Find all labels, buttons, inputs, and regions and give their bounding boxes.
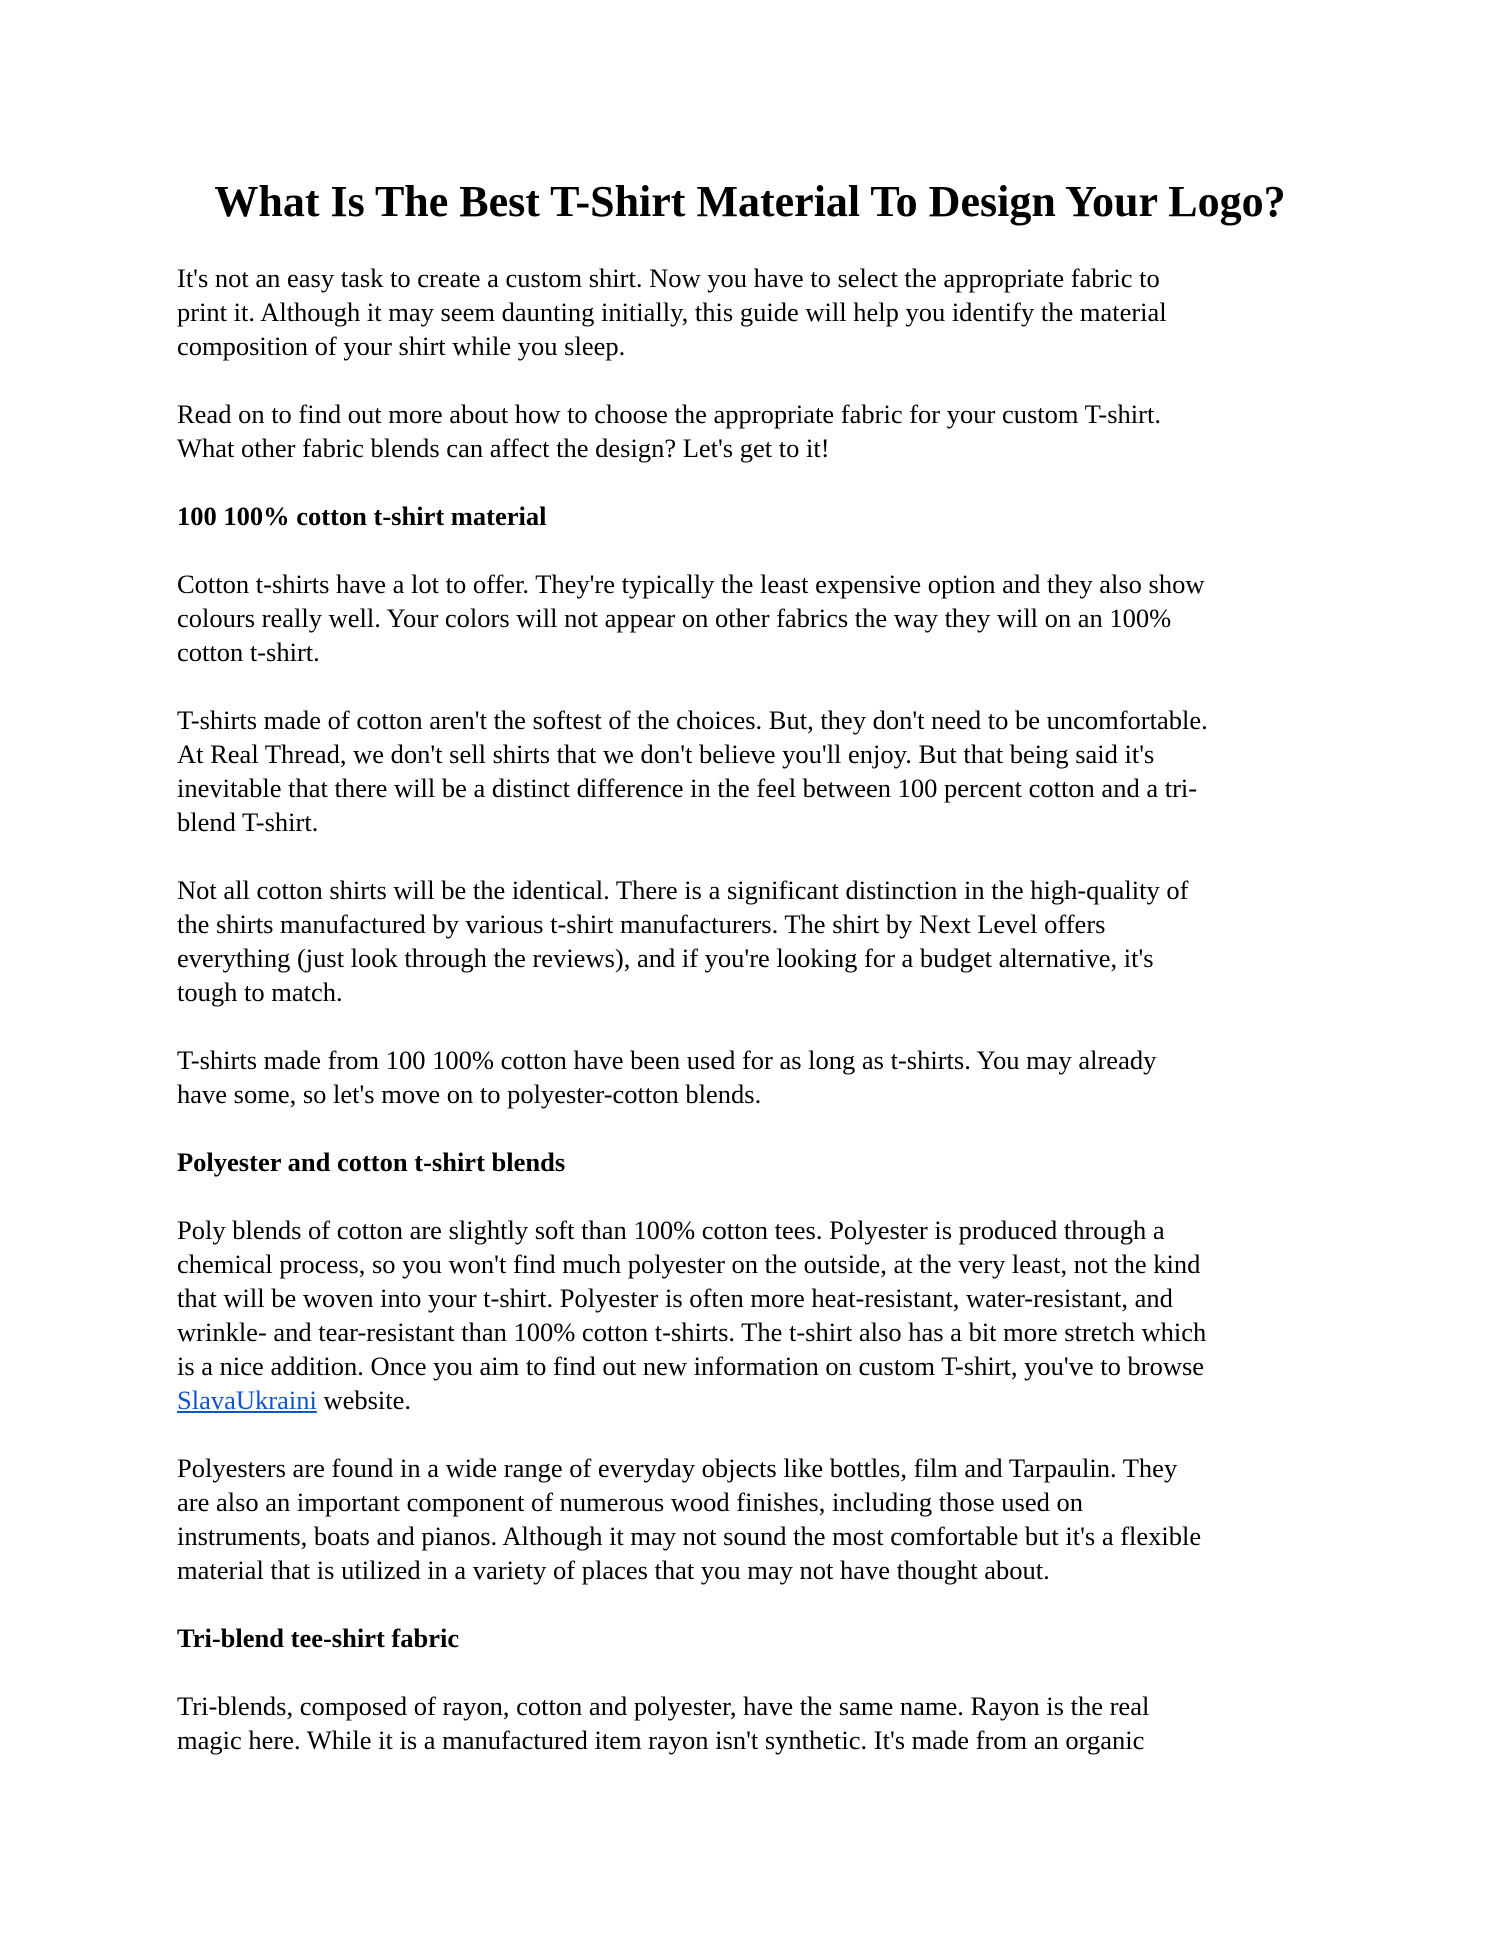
text-line: Poly blends of cotton are slightly soft than 100% cotton tees. Polyester is produced through a (177, 1215, 1165, 1245)
text-line: Read on to find out more about how to choose the appropriate fabric for your custom T-shirt. (177, 399, 1161, 429)
text-line: is a nice addition. Once you aim to find out new information on custom T-shirt, you've to browse (177, 1351, 1205, 1381)
section-heading (177, 1621, 1337, 1655)
paragraph-spacer (177, 839, 1337, 873)
section-heading (177, 499, 1337, 533)
paragraph-spacer (177, 1179, 1337, 1213)
text-line: composition of your shirt while you sleep. (177, 331, 626, 361)
link-trailing-text: website. (316, 1385, 412, 1415)
paragraph (177, 261, 1337, 363)
text-line: wrinkle- and tear-resistant than 100% cotton t-shirts. The t-shirt also has a bit more stretch which (177, 1317, 1207, 1347)
text-line: colours really well. Your colors will not appear on other fabrics the way they will on an 100% (177, 603, 1172, 633)
text-line: Tri-blends, composed of rayon, cotton and polyester, have the same name. Rayon is the real (177, 1691, 1150, 1721)
text-line: blend T-shirt. (177, 807, 319, 837)
paragraph (177, 1689, 1337, 1757)
paragraph-spacer (177, 1111, 1337, 1145)
paragraph (177, 1043, 1337, 1111)
text-line: are also an important component of numerous wood finishes, including those used on (177, 1487, 1083, 1517)
paragraph-spacer (177, 1009, 1337, 1043)
text-line: Cotton t-shirts have a lot to offer. They're typically the least expensive option and they also show (177, 569, 1205, 599)
text-line: T-shirts made of cotton aren't the softest of the choices. But, they don't need to be uncomfortable. (177, 705, 1208, 735)
page-title: What Is The Best T-Shirt Material To Design Your Logo? (214, 177, 1286, 226)
paragraph-spacer (177, 533, 1337, 567)
text-line: What other fabric blends can affect the design? Let's get to it! (177, 433, 830, 463)
paragraph-spacer (177, 1587, 1337, 1621)
text-line: cotton t-shirt. (177, 637, 320, 667)
paragraph-spacer (177, 363, 1337, 397)
paragraph-spacer (177, 465, 1337, 499)
text-line: magic here. While it is a manufactured item rayon isn't synthetic. It's made from an organic (177, 1725, 1145, 1755)
text-line: Polyesters are found in a wide range of everyday objects like bottles, film and Tarpaulin. They (177, 1453, 1178, 1483)
paragraph (177, 397, 1337, 465)
text-line: everything (just look through the reviews), and if you're looking for a budget alternative, it's (177, 943, 1154, 973)
text-line: the shirts manufactured by various t-shirt manufacturers. The shirt by Next Level offers (177, 909, 1106, 939)
text-line: Tri-blend tee-shirt fabric (177, 1623, 460, 1653)
paragraph (177, 1213, 1337, 1417)
text-line: tough to match. (177, 977, 343, 1007)
paragraph-spacer (177, 1417, 1337, 1451)
text-line: that will be woven into your t-shirt. Polyester is often more heat-resistant, water-resistant, and (177, 1283, 1173, 1313)
paragraph (177, 1451, 1337, 1587)
document-body (177, 261, 1337, 1757)
text-line: material that is utilized in a variety of places that you may not have thought about. (177, 1555, 1050, 1585)
paragraph-spacer (177, 1655, 1337, 1689)
text-line: instruments, boats and pianos. Although it may not sound the most comfortable but it's a flexible (177, 1521, 1202, 1551)
section-heading (177, 1145, 1337, 1179)
paragraph (177, 873, 1337, 1009)
text-line: Not all cotton shirts will be the identical. There is a significant distinction in the high-quality of (177, 875, 1189, 905)
text-line: chemical process, so you won't find much polyester on the outside, at the very least, not the kind (177, 1249, 1201, 1279)
paragraph (177, 567, 1337, 669)
text-line: At Real Thread, we don't sell shirts that we don't believe you'll enjoy. But that being said it's (177, 739, 1155, 769)
text-line: print it. Although it may seem daunting initially, this guide will help you identify the material (177, 297, 1167, 327)
text-line (177, 1383, 1337, 1417)
text-line: It's not an easy task to create a custom shirt. Now you have to select the appropriate fabric to (177, 263, 1160, 293)
text-line: T-shirts made from 100 100% cotton have been used for as long as t-shirts. You may already (177, 1045, 1157, 1075)
text-line: inevitable that there will be a distinct difference in the feel between 100 percent cotton and a tri- (177, 773, 1198, 803)
text-line: have some, so let's move on to polyester-cotton blends. (177, 1079, 762, 1109)
slavaukraini-link[interactable]: SlavaUkraini (177, 1385, 317, 1415)
text-line: 100 100% cotton t-shirt material (177, 501, 547, 531)
paragraph-spacer (177, 669, 1337, 703)
text-line: Polyester and cotton t-shirt blends (177, 1147, 566, 1177)
paragraph (177, 703, 1337, 839)
